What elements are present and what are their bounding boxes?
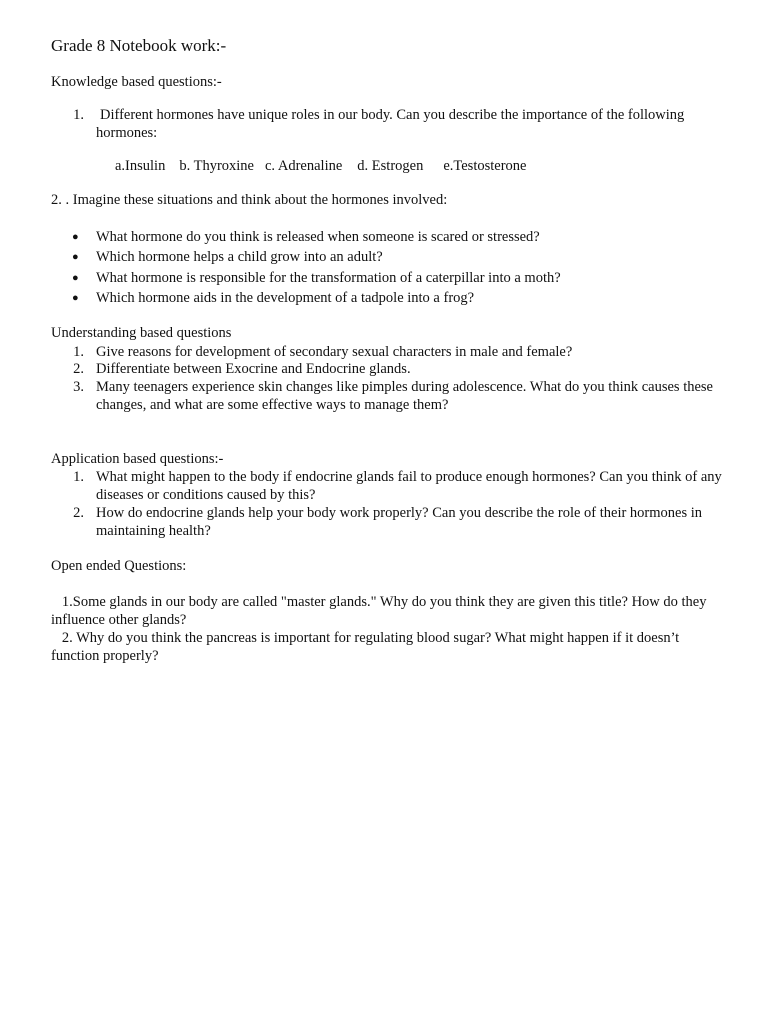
- knowledge-heading: Knowledge based questions:-: [51, 74, 222, 90]
- page-title: Grade 8 Notebook work:-: [51, 36, 227, 55]
- understanding-q2-number: 2.: [73, 361, 84, 377]
- application-q2-text: How do endocrine glands help your body work properly? Can you describe the role of their hormones in maintaining health?: [96, 505, 703, 539]
- bullet-marker: ●: [72, 272, 79, 284]
- understanding-q3-number: 3.: [73, 379, 84, 395]
- understanding-heading: Understanding based questions: [51, 325, 232, 341]
- knowledge-bullet-4: Which hormone aids in the development of a tadpole into a frog?: [96, 290, 475, 306]
- knowledge-bullet-1: What hormone do you think is released when someone is scared or stressed?: [96, 229, 540, 245]
- knowledge-bullet-2: Which hormone helps a child grow into an adult?: [96, 249, 383, 265]
- bullet-marker: ●: [72, 251, 79, 263]
- application-heading: Application based questions:-: [51, 451, 224, 467]
- knowledge-q2-text: 2. . Imagine these situations and think about the hormones involved:: [51, 192, 448, 208]
- understanding-q2-text: Differentiate between Exocrine and Endocrine glands.: [96, 361, 411, 377]
- bullet-marker: ●: [72, 231, 79, 243]
- understanding-q1-number: 1.: [73, 344, 84, 360]
- open-ended-q1: 1.Some glands in our body are called "master glands." Why do you think they are given this title? How do they influence other glands?: [51, 594, 711, 628]
- hormone-adrenaline: c. Adrenaline: [264, 158, 343, 174]
- knowledge-q1-number: 1.: [73, 107, 84, 123]
- understanding-q1-text: Give reasons for development of secondary sexual characters in male and female?: [96, 344, 573, 360]
- understanding-q3-text: Many teenagers experience skin changes like pimples during adolescence. What do you think causes these changes, and what are some effective ways to manage them?: [96, 379, 713, 413]
- knowledge-q1-text: Different hormones have unique roles in our body. Can you describe the importance of the following hormones:: [96, 107, 685, 141]
- bullet-marker: ●: [72, 292, 79, 304]
- application-q1-number: 1.: [73, 469, 84, 485]
- hormone-thyroxine: b. Thyroxine: [179, 158, 254, 174]
- application-q2-number: 2.: [73, 505, 84, 521]
- hormone-testosterone: e.Testosterone: [443, 158, 527, 174]
- hormone-list: [115, 157, 526, 175]
- hormone-insulin: a.Insulin: [115, 158, 166, 174]
- hormone-estrogen: d. Estrogen: [357, 158, 424, 174]
- open-ended-q2: 2. Why do you think the pancreas is important for regulating blood sugar? What might happen if it doesn’t function properly?: [51, 630, 683, 664]
- application-q1-text: What might happen to the body if endocrine glands fail to produce enough hormones? Can you think of any diseases or conditions caused by this?: [96, 469, 722, 503]
- open-ended-heading: Open ended Questions:: [51, 558, 187, 574]
- knowledge-bullet-3: What hormone is responsible for the transformation of a caterpillar into a moth?: [96, 270, 561, 286]
